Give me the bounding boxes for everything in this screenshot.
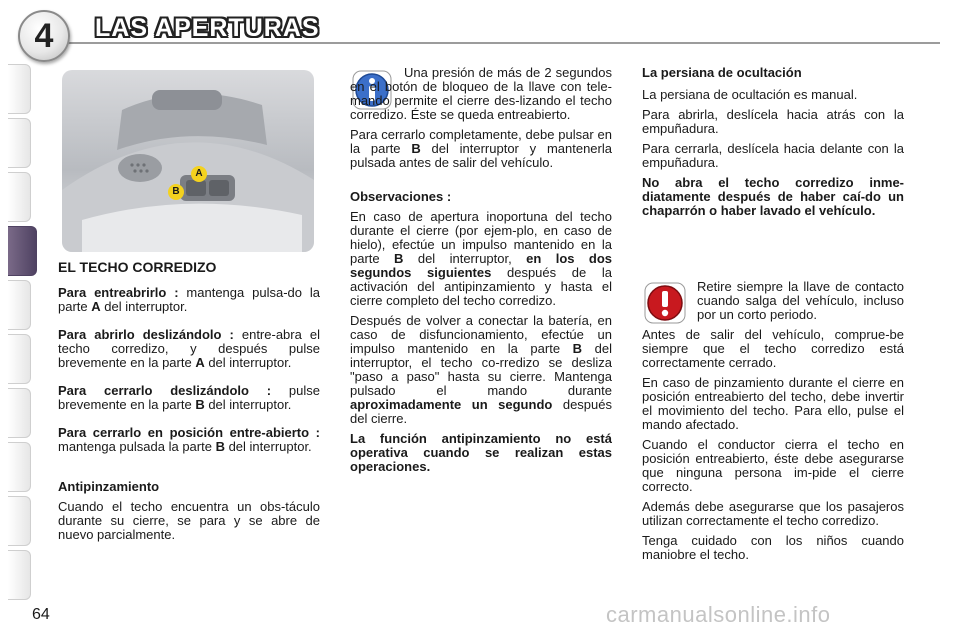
text: Retire siempre la llave de contacto cuando salga del vehículo, incluso por un corto periodo. <box>697 279 904 322</box>
text: después de la activación del antipinzamiento y hasta el cierre completo del techo corredizo. <box>350 265 612 308</box>
side-tab[interactable] <box>8 64 31 114</box>
warning-pinch: En caso de pinzamiento durante el cierre en posición entreabierto del techo, debe invertir el movimiento del techo. Para ello, pulse el mando afectado. <box>642 375 904 432</box>
text: entre-abra el techo corredizo, y después pulse brevemente en la parte <box>58 327 320 370</box>
info-text <box>350 66 612 122</box>
paragraph-entreabrir <box>58 286 320 314</box>
text: del interruptor. <box>204 397 292 412</box>
warning-text <box>642 280 904 322</box>
observations-title: Observaciones : <box>350 189 452 204</box>
warning-passengers: Además debe asegurarse que los pasajeros utilizan correctamente el techo corredizo. <box>642 499 904 528</box>
reconnect-text <box>350 314 612 426</box>
text: Una presión de más de 2 segundos en el botón de bloqueo de la llave con tele-mando permite el cierre des-lizando el techo corredizo. Éste se queda entreabierto. <box>350 65 612 122</box>
antipinch-title: Antipinzamiento <box>58 479 160 494</box>
blind-text-3: Para cerrarla, deslícela hacia delante con la empuñadura. <box>642 141 904 170</box>
text: del interruptor. <box>100 299 188 314</box>
text: pulse brevemente en la parte <box>58 383 320 412</box>
left-column <box>58 260 320 548</box>
chapter-title: LAS APERTURAS <box>95 14 320 42</box>
side-tab[interactable] <box>8 496 31 546</box>
blind-title: La persiana de ocultación <box>642 65 802 80</box>
text: Después de volver a conectar la batería, en caso de disfuncionamiento, efectúe un impulso mantenido en la parte <box>350 313 612 356</box>
blind-text-2: Para abrirla, deslícela hacia atrás con la empuñadura. <box>642 107 904 136</box>
side-tab[interactable] <box>8 172 31 222</box>
side-tab[interactable] <box>8 550 31 600</box>
text: Para cerrarlo completamente, debe pulsar en la parte <box>350 127 612 156</box>
text: del interruptor. <box>224 439 312 454</box>
section-title: EL TECHO CORREDIZO <box>58 259 217 275</box>
watermark: carmanualsonline.info <box>606 602 831 627</box>
text: después del cierre. <box>350 397 612 426</box>
antipinch-text: Cuando el techo encuentra un obs-táculo durante su cierre, se para y se abre de nuevo parcialmente. <box>58 499 320 542</box>
emphasis: en los dos segundos siguientes <box>350 251 613 280</box>
text: del interruptor. <box>204 355 292 370</box>
paragraph-cerrar-entreabierto <box>58 426 320 454</box>
label-abrir: Para abrirlo deslizándolo : <box>58 327 234 342</box>
warning-check-closed: Antes de salir del vehículo, comprue-be siempre que el techo corredizo está correctamente cerrado. <box>642 327 904 370</box>
page-number: 64 <box>32 606 50 623</box>
key-label: A <box>195 355 205 370</box>
right-column-top <box>642 66 904 224</box>
key-label: B <box>411 141 421 156</box>
close-completely-text <box>350 128 612 170</box>
warning-children: Tenga cuidado con los niños cuando maniobre el techo. <box>642 533 904 562</box>
right-column-bottom <box>642 280 904 568</box>
side-tab[interactable] <box>8 118 31 168</box>
text: del interruptor, el techo co-rredizo se desliza "paso a paso" hasta su cierre. Mantenga pulsado el mando durante <box>350 341 612 398</box>
page-header <box>0 0 960 62</box>
emphasis: aproximadamente un segundo <box>350 397 553 412</box>
antipinch-warning: La función antipinzamiento no está operativa cuando se realizan estas operaciones. <box>350 431 612 474</box>
text: del interruptor y mantenerla pulsada antes de salir del vehículo. <box>350 141 612 170</box>
text: mantenga pulsa-do la parte <box>58 285 320 314</box>
switch-label-b: B <box>168 184 184 200</box>
text: En caso de apertura inoportuna del techo durante el cierre (por ejem-plo, en caso de hielo), efectúe un impulso mantenido en la parte <box>350 209 612 266</box>
paragraph-cerrar <box>58 384 320 412</box>
text: del interruptor, <box>403 251 527 266</box>
middle-column <box>350 66 612 480</box>
roof-console-illustration <box>62 70 314 252</box>
switch-label-a: A <box>191 166 207 182</box>
warning-driver: Cuando el conductor cierra el techo en posición entreabierto, éste debe asegurarse que ninguna persona im-pide el cierre correcto. <box>642 437 904 494</box>
chapter-side-tabs <box>0 64 36 604</box>
observations-text <box>350 210 612 308</box>
side-tab[interactable] <box>8 334 31 384</box>
label-cerrar: Para cerrarlo deslizándolo : <box>58 383 272 398</box>
key-label: B <box>215 439 225 454</box>
key-label: B <box>394 251 404 266</box>
side-tab-active[interactable] <box>8 226 37 276</box>
side-tab[interactable] <box>8 442 31 492</box>
key-label: A <box>91 299 101 314</box>
text: mantenga pulsada la parte <box>58 439 216 454</box>
roof-console-photo <box>62 70 314 252</box>
label-entreabrir: Para entreabrirlo : <box>58 285 179 300</box>
side-tab[interactable] <box>8 280 31 330</box>
paragraph-abrir <box>58 328 320 370</box>
blind-text-1: La persiana de ocultación es manual. <box>642 87 858 102</box>
key-label: B <box>195 397 205 412</box>
side-tab[interactable] <box>8 388 31 438</box>
key-label: B <box>572 341 583 356</box>
chapter-number-badge: 4 <box>18 10 70 62</box>
blind-warning: No abra el techo corredizo inme-diatamente después de haber caí-do un chaparrón o haber lavado el vehículo. <box>642 175 904 218</box>
label-cerrar-entreabierto: Para cerrarlo en posición entre-abierto : <box>58 425 320 440</box>
